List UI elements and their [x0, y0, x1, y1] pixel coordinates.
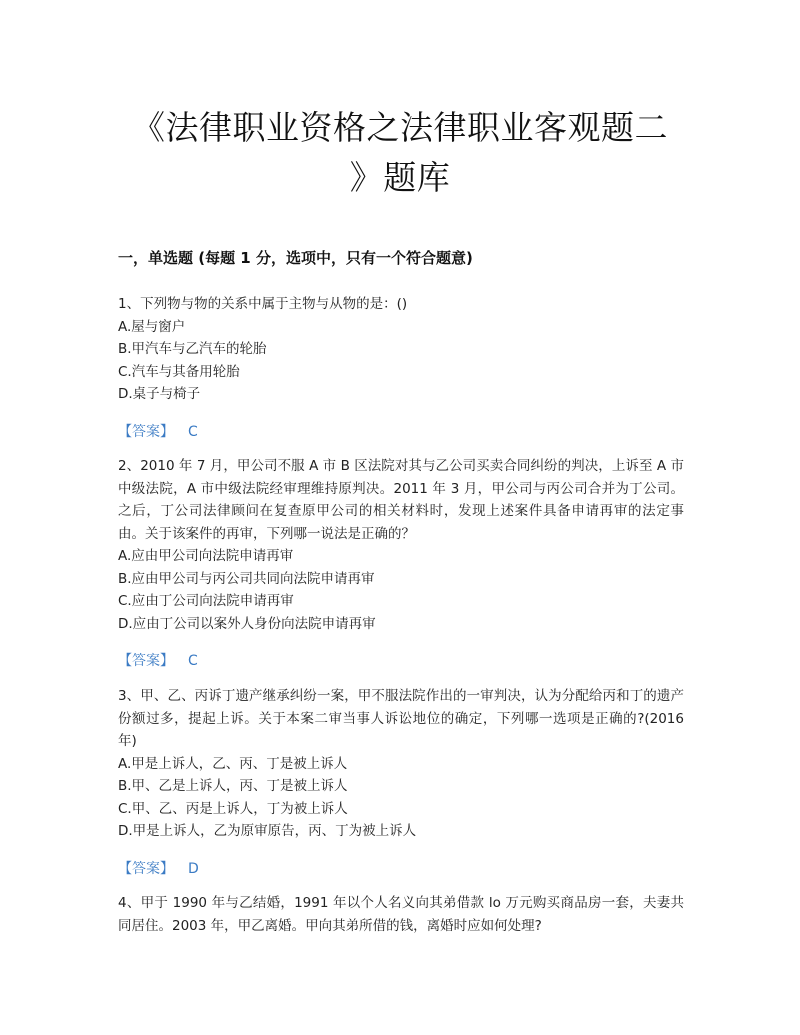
option-b: B.应由甲公司与丙公司共同向法院申请再审 — [118, 570, 375, 587]
option-c: C.甲、乙、丙是上诉人，丁为被上诉人 — [118, 800, 348, 817]
question-3 — [118, 685, 684, 843]
question-stem: 4、甲于 1990 年与乙结婚，1991 年以个人名义向其弟借款 lo 万元购买商品房一套，夫妻共同居住。2003 年，甲乙离婚。甲向其弟所借的钱，离婚时应如何处理? — [118, 895, 684, 934]
option-d: D.应由丁公司以案外人身份向法院申请再审 — [118, 615, 376, 632]
answer-label: 【答案】 — [118, 861, 174, 877]
document-title — [100, 103, 700, 203]
title-line-2: 》题库 — [349, 158, 451, 197]
question-stem: 2、2010 年 7 月，甲公司不服 A 市 B 区法院对其与乙公司买卖合同纠纷的判决，上诉至 A 市中级法院，A 市中级法院经审理维持原判决。2011 年 3 月，甲公司与丙公司合并为丁公司。之后，丁公司法律顾问在复查原甲公司的相关材料时，发现上述案件具备申请再审的法定事由。关于该案件的再审，下列哪一说法是正确的？ — [118, 458, 684, 542]
section-heading: 一，单选题 (每题 1 分，选项中，只有一个符合题意) — [118, 249, 473, 267]
question-1 — [118, 293, 684, 406]
answer-label: 【答案】 — [118, 424, 174, 440]
option-c: C.应由丁公司向法院申请再审 — [118, 593, 294, 609]
answer-value: C — [188, 424, 198, 440]
answer-value: D — [188, 861, 199, 877]
answer-3 — [118, 858, 199, 878]
question-2 — [118, 455, 684, 635]
option-b: B.甲汽车与乙汽车的轮胎 — [118, 341, 267, 357]
option-a: A.甲是上诉人，乙、丙、丁是被上诉人 — [118, 755, 348, 772]
option-b: B.甲、乙是上诉人，丙、丁是被上诉人 — [118, 778, 348, 794]
answer-1 — [118, 421, 198, 441]
question-stem: 1、下列物与物的关系中属于主物与从物的是：() — [118, 296, 408, 312]
question-stem: 3、甲、乙、丙诉丁遗产继承纠纷一案，甲不服法院作出的一审判决，认为分配给丙和丁的遗产份额过多，提起上诉。关于本案二审当事人诉讼地位的确定，下列哪一选项是正确的?(2016 年) — [118, 688, 684, 749]
answer-2 — [118, 650, 198, 670]
answer-label: 【答案】 — [118, 653, 174, 669]
option-a: A.应由甲公司向法院申请再审 — [118, 548, 294, 564]
question-4 — [118, 892, 684, 937]
option-d: D.甲是上诉人，乙为原审原告，丙、丁为被上诉人 — [118, 823, 417, 839]
option-c: C.汽车与其备用轮胎 — [118, 363, 240, 380]
option-d: D.桌子与椅子 — [118, 386, 201, 402]
title-line-1: 《法律职业资格之法律职业客观题二 — [132, 108, 668, 147]
option-a: A.屋与窗户 — [118, 318, 186, 335]
answer-value: C — [188, 653, 198, 669]
